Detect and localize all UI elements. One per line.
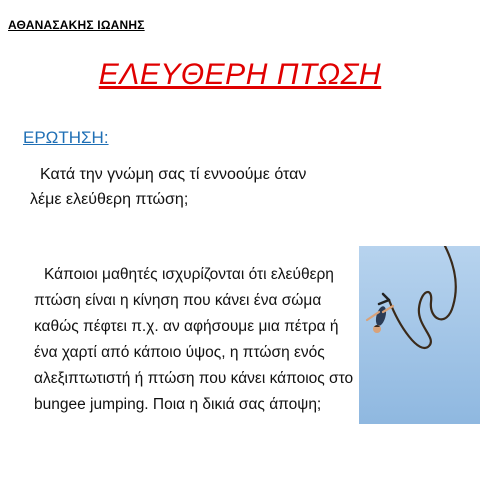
paragraph-line: πτώση είναι η κίνηση που κάνει ένα σώμα (34, 292, 322, 309)
student-views-paragraph (34, 262, 394, 418)
bungee-jumper-photo (359, 246, 480, 424)
page-title: ΕΛΕΥΘΕΡΗ ΠΤΩΣΗ (98, 58, 382, 91)
paragraph-line: αλεξιπτωτιστή ή πτώση που κάνει κάποιος στο (34, 370, 354, 387)
paragraph-line: Κάποιοι μαθητές ισχυρίζονται ότι ελεύθερη (44, 266, 334, 283)
paragraph-line: ένα χαρτί από κάποιο ύψος, η πτώση ενός (34, 344, 325, 361)
question-label: ΕΡΩΤΗΣΗ: (23, 128, 109, 147)
question-line: λέμε ελεύθερη πτώση; (30, 191, 189, 208)
paragraph-line: καθώς πέφτει π.χ. αν αφήσουμε μια πέτρα ή (34, 318, 339, 335)
sky-background (359, 246, 480, 424)
paragraph-line: bungee jumping. Ποια η δικιά σας άποψη; (34, 396, 322, 413)
question-line: Κατά την γνώμη σας τί εννοούμε όταν (40, 166, 307, 183)
author-name: ΑΘΑΝΑΣΑΚΗΣ ΙΩΑΝΗΣ (8, 18, 145, 32)
question-text (30, 162, 350, 212)
